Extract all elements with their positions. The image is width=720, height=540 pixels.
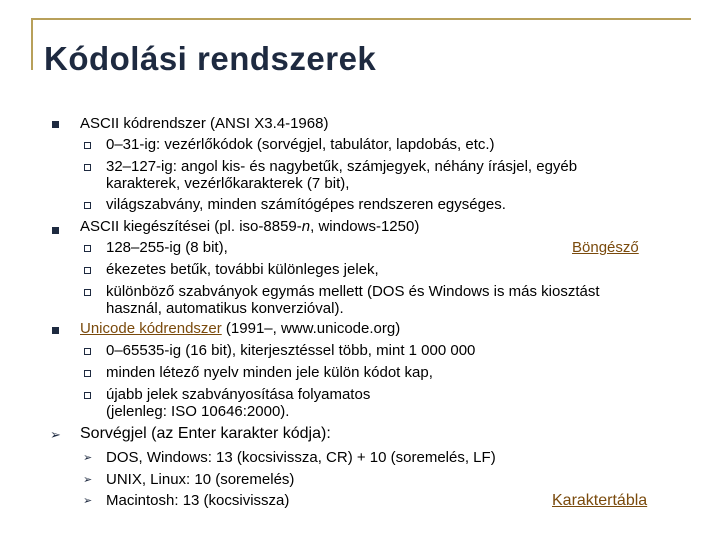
unicode-item: minden létező nyelv minden jele külön kódot kap, <box>106 364 433 381</box>
lineend-heading: Sorvégjel (az Enter karakter kódja): <box>80 425 331 442</box>
browser-link[interactable]: Böngésző <box>572 239 639 256</box>
lineend-item: DOS, Windows: 13 (kocsivissza, CR) + 10 (soremelés, LF) <box>106 449 496 466</box>
ascii-heading: ASCII kódrendszer (ANSI X3.4-1968) <box>80 115 329 132</box>
hollow-square-bullet-icon <box>84 289 91 296</box>
charmap-link[interactable]: Karaktertábla <box>552 492 648 509</box>
lineend-item: Macintosh: 13 (kocsivissza) <box>106 492 290 509</box>
hollow-square-bullet-icon <box>84 348 91 355</box>
square-bullet-icon <box>52 227 59 234</box>
arrow-bullet-icon: ➢ <box>83 452 93 464</box>
square-bullet-icon <box>52 327 59 334</box>
hollow-square-bullet-icon <box>84 142 91 149</box>
ascii-item: 0–31-ig: vezérlőkódok (sorvégjel, tabulátor, lapdobás, etc.) <box>106 136 495 153</box>
slide-title: Kódolási rendszerek <box>44 40 377 77</box>
ascii-item: világszabvány, minden számítógépes rendszeren egységes. <box>106 196 506 213</box>
hollow-square-bullet-icon <box>84 370 91 377</box>
ascii-ext-item: 128–255-ig (8 bit), <box>106 239 228 256</box>
ascii-ext-item: ékezetes betűk, további különleges jelek, <box>106 261 379 278</box>
hollow-square-bullet-icon <box>84 392 91 399</box>
unicode-item-continuation: (jelenleg: ISO 10646:2000). <box>106 403 290 420</box>
title-frame-vertical <box>31 18 33 70</box>
ascii-item-continuation: karakterek, vezérlőkarakterek (7 bit), <box>106 175 350 192</box>
hollow-square-bullet-icon <box>84 245 91 252</box>
lineend-item: UNIX, Linux: 10 (soremelés) <box>106 471 295 488</box>
arrow-bullet-icon: ➢ <box>83 495 93 507</box>
arrow-bullet-icon: ➢ <box>83 474 93 486</box>
unicode-item: újabb jelek szabványosítása folyamatos <box>106 386 371 403</box>
unicode-heading: Unicode kódrendszer (1991–, www.unicode.org) <box>80 320 401 337</box>
unicode-item: 0–65535-ig (16 bit), kiterjesztéssel több, mint 1 000 000 <box>106 342 476 359</box>
ascii-ext-item: különböző szabványok egymás mellett (DOS és Windows is más kiosztást <box>106 283 600 300</box>
title-frame-horizontal <box>31 18 691 20</box>
unicode-link[interactable]: Unicode kódrendszer <box>80 320 222 337</box>
hollow-square-bullet-icon <box>84 202 91 209</box>
hollow-square-bullet-icon <box>84 164 91 171</box>
ascii-ext-heading: ASCII kiegészítései (pl. iso-8859-n, windows-1250) <box>80 218 420 235</box>
square-bullet-icon <box>52 121 59 128</box>
arrow-bullet-icon: ➢ <box>50 427 61 442</box>
ascii-ext-item-continuation: használ, automatikus konverzióval). <box>106 300 344 317</box>
ascii-item: 32–127-ig: angol kis- és nagybetűk, számjegyek, néhány írásjel, egyéb <box>106 158 578 175</box>
hollow-square-bullet-icon <box>84 267 91 274</box>
